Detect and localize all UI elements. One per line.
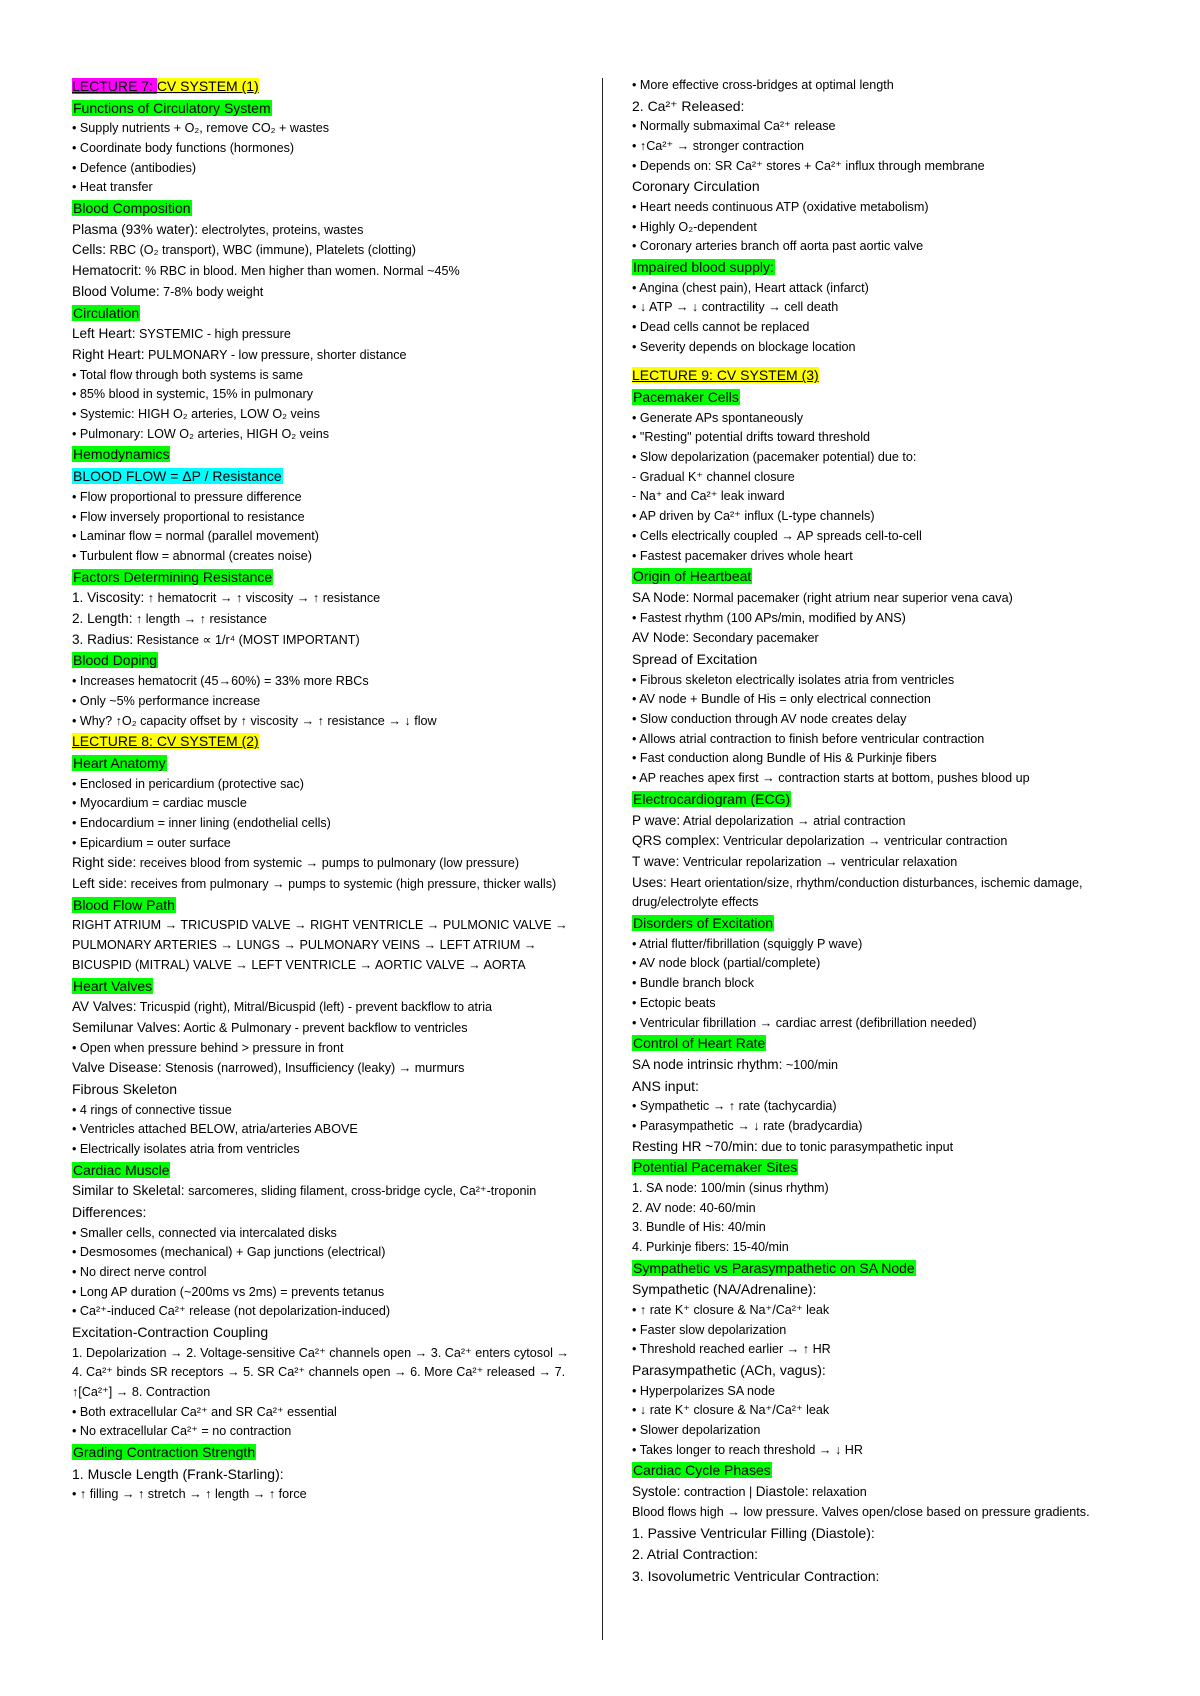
section-heading (72, 567, 580, 589)
list-item: • Severity depends on blockage location (632, 339, 856, 354)
term-definition: contraction | (680, 1485, 756, 1500)
term-line (72, 261, 580, 282)
term-definition: receives from pulmonary → pumps to systemic (high pressure, thicker walls) (127, 877, 557, 892)
list-item: - Na⁺ and Ca²⁺ leak inward (632, 489, 785, 504)
term-label: Semilunar Valves: (72, 1019, 181, 1035)
list-item: • Parasympathetic → ↓ rate (bradycardia) (632, 1118, 863, 1133)
subheading: Sympathetic (NA/Adrenaline): (632, 1281, 817, 1298)
list-item: • Sympathetic → ↑ rate (tachycardia) (632, 1099, 837, 1114)
list-item: • ↑ filling → ↑ stretch → ↑ length → ↑ force (72, 1487, 307, 1502)
section-heading-text: Cardiac Cycle Phases (633, 1462, 771, 1479)
subheading: 2. Ca²⁺ Released: (632, 97, 745, 114)
term-label: Plasma (93% water): (72, 221, 199, 237)
list-item: • More effective cross-bridges at optimal length (632, 78, 894, 92)
section-heading-text: Origin of Heartbeat (633, 568, 752, 585)
list-item: • ↓ rate K⁺ closure & Na⁺/Ca²⁺ leak (632, 1403, 830, 1418)
list-item: • 4 rings of connective tissue (72, 1102, 232, 1117)
term-label: Uses: (632, 874, 667, 890)
lecture-title: CV SYSTEM (1) (156, 78, 259, 94)
formula-heading (72, 466, 580, 488)
lecture-heading (632, 365, 1120, 387)
section-heading-text: Control of Heart Rate (633, 1035, 766, 1052)
subheading: Parasympathetic (ACh, vagus): (632, 1362, 826, 1379)
list-item: • Pulmonary: LOW O₂ arteries, HIGH O₂ veins (72, 426, 330, 441)
section-heading-text: Hemodynamics (73, 446, 170, 463)
term-label: Similar to Skeletal: (72, 1183, 185, 1199)
list-item: • Open when pressure behind > pressure in front (72, 1040, 344, 1055)
term-label: AV Node: (632, 630, 690, 646)
section-heading-text: Factors Determining Resistance (73, 568, 273, 585)
list-item: • Flow inversely proportional to resistance (72, 509, 305, 524)
right-column (632, 76, 1120, 1587)
list-item: • Coronary arteries branch off aorta past aortic valve (632, 239, 924, 254)
list-item: • Why? ↑O₂ capacity offset by ↑ viscosity → ↑ resistance → ↓ flow (72, 713, 437, 728)
section-heading-text: Grading Contraction Strength (73, 1444, 256, 1461)
subheading: 1. Muscle Length (Frank-Starling): (72, 1465, 284, 1482)
section-heading-text: Impaired blood supply: (633, 258, 774, 275)
section-heading (632, 257, 1120, 279)
subheading: 1. Passive Ventricular Filling (Diastole): (632, 1524, 875, 1541)
list-item: • Heat transfer (72, 180, 153, 195)
term-definition: Tricuspid (right), Mitral/Bicuspid (left) - prevent backflow to atria (136, 1000, 493, 1015)
subheading: Fibrous Skeleton (72, 1081, 178, 1098)
term-line (632, 1482, 1120, 1503)
term-line (72, 588, 580, 609)
term-line (632, 873, 1120, 913)
term-definition: % RBC in blood. Men higher than women. Normal ~45% (141, 264, 460, 279)
list-item: • Electrically isolates atria from ventricles (72, 1141, 300, 1156)
list-item: • Slow conduction through AV node creates delay (632, 711, 907, 726)
list-item: • Generate APs spontaneously (632, 410, 804, 425)
list-item: • Hyperpolarizes SA node (632, 1383, 776, 1398)
term-label: P wave: (632, 812, 681, 828)
term-line (72, 997, 580, 1018)
term-line (632, 831, 1120, 852)
term-line (72, 1018, 580, 1039)
term-definition: ↑ hematocrit → ↑ viscosity → ↑ resistance (144, 591, 381, 606)
list-item: • ↑Ca²⁺ → stronger contraction (632, 138, 805, 153)
list-item: • Systemic: HIGH O₂ arteries, LOW O₂ veins (72, 407, 320, 422)
section-heading (632, 789, 1120, 811)
term-definition: Ventricular depolarization → ventricular contraction (719, 834, 1008, 849)
term-line (632, 1137, 1120, 1158)
list-item: • Desmosomes (mechanical) + Gap junctions (electrical) (72, 1245, 386, 1260)
term-definition: Atrial depolarization → atrial contraction (680, 813, 906, 828)
subheading: Differences: (72, 1204, 147, 1221)
list-item: • Fibrous skeleton electrically isolates atria from ventricles (632, 672, 955, 687)
list-item: 2. AV node: 40-60/min (632, 1200, 756, 1215)
term-label: 1. Viscosity: (72, 590, 145, 606)
list-item: • Coordinate body functions (hormones) (72, 140, 295, 155)
list-item: 4. Purkinje fibers: 15-40/min (632, 1240, 789, 1255)
lecture-title: CV SYSTEM (2) (156, 733, 259, 750)
list-item: • Ectopic beats (632, 995, 716, 1010)
subheading: ANS input: (632, 1077, 699, 1094)
term-line (72, 220, 580, 241)
list-item: • Endocardium = inner lining (endothelial cells) (72, 815, 331, 830)
list-item: • AP driven by Ca²⁺ influx (L-type channels) (632, 509, 875, 524)
lecture-number: LECTURE 9: (632, 367, 717, 384)
section-heading (72, 303, 580, 325)
list-item: • "Resting" potential drifts toward threshold (632, 430, 871, 445)
list-item: • No direct nerve control (72, 1264, 207, 1279)
term-definition: sarcomeres, sliding filament, cross-bridge cycle, Ca²⁺-troponin (184, 1184, 537, 1199)
term-definition: Heart orientation/size, rhythm/conduction disturbances, ischemic damage, drug/electrolyte effects (632, 875, 1083, 910)
left-column (72, 76, 580, 1505)
lecture-title: CV SYSTEM (3) (716, 367, 819, 384)
term-line (72, 609, 580, 630)
term-line (632, 628, 1120, 649)
term-line (632, 588, 1120, 609)
list-item: • Slow depolarization (pacemaker potential) due to: (632, 450, 917, 465)
term-line (72, 874, 580, 895)
term-definition: 7-8% body weight (159, 284, 264, 299)
term-definition: Secondary pacemaker (689, 631, 819, 646)
subheading: Excitation-Contraction Coupling (72, 1324, 269, 1341)
section-heading (72, 1160, 580, 1182)
formula-text: BLOOD FLOW = ΔP / Resistance (73, 468, 282, 485)
term-line (72, 240, 580, 261)
term-definition: RBC (O₂ transport), WBC (immune), Platelets (clotting) (106, 243, 417, 258)
term-label: Blood Volume: (72, 283, 160, 299)
lecture-heading (72, 731, 580, 753)
term-line (72, 853, 580, 874)
list-item: • Ventricular fibrillation → cardiac arrest (defibrillation needed) (632, 1015, 977, 1030)
list-item: • Both extracellular Ca²⁺ and SR Ca²⁺ essential (72, 1404, 337, 1419)
term-definition: ~100/min (782, 1057, 839, 1072)
term-line (72, 630, 580, 651)
term-label: 3. Radius: (72, 631, 134, 647)
term-definition: relaxation (808, 1485, 867, 1500)
term-definition: receives blood from systemic → pumps to pulmonary (low pressure) (136, 856, 520, 871)
list-item: • Takes longer to reach threshold → ↓ HR (632, 1442, 863, 1457)
list-item: • Threshold reached earlier → ↑ HR (632, 1342, 831, 1357)
list-item: • Myocardium = cardiac muscle (72, 796, 247, 811)
term-definition: PULMONARY - low pressure, shorter distance (144, 347, 407, 362)
list-item: - Gradual K⁺ channel closure (632, 469, 795, 484)
term-label: T wave: (632, 853, 680, 869)
list-item: • Fast conduction along Bundle of His & Purkinje fibers (632, 751, 937, 766)
section-heading (632, 566, 1120, 588)
term-definition: Stenosis (narrowed), Insufficiency (leaky) → murmurs (161, 1061, 465, 1076)
column-divider (602, 78, 603, 1640)
list-item: • Laminar flow = normal (parallel movement) (72, 529, 319, 544)
term-label: Right side: (72, 855, 137, 871)
section-heading (632, 1258, 1120, 1280)
list-item: • Depends on: SR Ca²⁺ stores + Ca²⁺ influx through membrane (632, 158, 985, 173)
list-item: • AV node block (partial/complete) (632, 956, 821, 971)
list-item: • Faster slow depolarization (632, 1322, 787, 1337)
list-item: • Smaller cells, connected via intercalated disks (72, 1225, 337, 1240)
list-item: • Epicardium = outer surface (72, 835, 231, 850)
term-label: SA node intrinsic rhythm: (632, 1056, 783, 1072)
term-line (72, 282, 580, 303)
term-definition: Aortic & Pulmonary - prevent backflow to ventricles (180, 1020, 468, 1035)
list-item: • Defence (antibodies) (72, 160, 197, 175)
list-item: • Atrial flutter/fibrillation (squiggly P wave) (632, 936, 863, 951)
section-heading (72, 1442, 580, 1464)
list-item: • Allows atrial contraction to finish before ventricular contraction (632, 731, 985, 746)
list-item: • Ca²⁺-induced Ca²⁺ release (not depolarization-induced) (72, 1304, 391, 1319)
section-heading (72, 198, 580, 220)
term-definition: ↑ length → ↑ resistance (132, 612, 267, 627)
section-heading-text: Potential Pacemaker Sites (633, 1159, 798, 1176)
term-definition: Resistance ∝ 1/r⁴ (MOST IMPORTANT) (133, 632, 360, 647)
list-item: • No extracellular Ca²⁺ = no contraction (72, 1424, 292, 1439)
section-heading-text: Circulation (73, 304, 140, 321)
section-heading-text: Electrocardiogram (ECG) (633, 790, 791, 807)
list-item: • Bundle branch block (632, 976, 755, 991)
term-definition: due to tonic parasympathetic input (757, 1139, 954, 1154)
list-item: • Turbulent flow = abnormal (creates noise) (72, 548, 312, 563)
term-definition: electrolytes, proteins, wastes (198, 222, 364, 237)
list-item: • Dead cells cannot be replaced (632, 320, 810, 335)
term-definition: SYSTEMIC - high pressure (135, 327, 291, 342)
list-item: • Angina (chest pain), Heart attack (infarct) (632, 280, 869, 295)
section-heading-text: Disorders of Excitation (633, 915, 774, 932)
list-item: • Supply nutrients + O₂, remove CO₂ + wastes (72, 121, 330, 136)
term-label: AV Valves: (72, 999, 137, 1015)
list-item: 3. Bundle of His: 40/min (632, 1220, 766, 1235)
list-item: • Only ~5% performance increase (72, 693, 261, 708)
list-item: • Fastest pacemaker drives whole heart (632, 548, 853, 563)
list-item: • ↑ rate K⁺ closure & Na⁺/Ca²⁺ leak (632, 1302, 830, 1317)
list-item: • AP reaches apex first → contraction starts at bottom, pushes blood up (632, 771, 1030, 786)
term-label: Resting HR ~70/min: (632, 1138, 758, 1154)
section-heading (632, 1460, 1120, 1482)
lecture-number: LECTURE 7: (72, 78, 157, 94)
section-heading (72, 444, 580, 466)
term-line (72, 345, 580, 366)
list-item: • Ventricles attached BELOW, atria/arteries ABOVE (72, 1122, 358, 1137)
term-line (632, 811, 1120, 832)
section-heading-text: Heart Valves (73, 977, 153, 994)
list-item: • 85% blood in systemic, 15% in pulmonary (72, 387, 314, 402)
term-label: Left Heart: (72, 326, 136, 342)
term-line (632, 1055, 1120, 1076)
section-heading (72, 753, 580, 775)
section-heading (632, 387, 1120, 409)
section-heading-text: Blood Composition (73, 200, 191, 217)
list-item: • Fastest rhythm (100 APs/min, modified by ANS) (632, 610, 906, 625)
list-item: • Total flow through both systems is same (72, 367, 303, 382)
list-item: Blood flows high → low pressure. Valves open/close based on pressure gradients. (632, 1504, 1090, 1519)
term-label: SA Node: (632, 589, 690, 605)
list-item: • Slower depolarization (632, 1422, 761, 1437)
section-heading-text: Functions of Circulatory System (73, 99, 271, 116)
term-definition: Normal pacemaker (right atrium near superior vena cava) (689, 590, 1013, 605)
term-line (72, 324, 580, 345)
term-label: Hematocrit: (72, 263, 142, 279)
list-item: • Heart needs continuous ATP (oxidative metabolism) (632, 199, 929, 214)
list-item: • Enclosed in pericardium (protective sac) (72, 776, 304, 791)
list-item: • Cells electrically coupled → AP spreads cell-to-cell (632, 528, 922, 543)
section-heading-text: Cardiac Muscle (73, 1161, 170, 1178)
section-heading (72, 650, 580, 672)
term-line (632, 852, 1120, 873)
lecture-number: LECTURE 8: (72, 733, 157, 750)
section-heading (632, 913, 1120, 935)
term-label: Right Heart: (72, 346, 145, 362)
subheading: Coronary Circulation (632, 178, 760, 195)
term-definition: Ventricular repolarization → ventricular relaxation (679, 854, 958, 869)
term-label: 2. Length: (72, 611, 133, 627)
section-heading-text: Blood Flow Path (73, 896, 175, 913)
spacer (632, 357, 1120, 365)
section-heading (632, 1157, 1120, 1179)
list-item: • Long AP duration (~200ms vs 2ms) = prevents tetanus (72, 1284, 385, 1299)
section-heading-text: Heart Anatomy (73, 754, 166, 771)
subheading: Spread of Excitation (632, 651, 758, 668)
section-heading (72, 976, 580, 998)
list-item: • Flow proportional to pressure difference (72, 489, 302, 504)
list-item: • Increases hematocrit (45→60%) = 33% more RBCs (72, 674, 369, 689)
section-heading-text: Sympathetic vs Parasympathetic on SA Node (633, 1259, 915, 1276)
section-heading-text: Blood Doping (73, 652, 158, 669)
section-heading (72, 98, 580, 120)
lecture-heading (72, 76, 580, 98)
section-heading (632, 1033, 1120, 1055)
term-label: Cells: (72, 242, 106, 258)
list-item: • Normally submaximal Ca²⁺ release (632, 119, 836, 134)
term-label: Valve Disease: (72, 1060, 162, 1076)
term-line (72, 1058, 580, 1079)
term-line (72, 1181, 580, 1202)
subheading: 3. Isovolumetric Ventricular Contraction: (632, 1567, 880, 1584)
subheading: 2. Atrial Contraction: (632, 1546, 759, 1562)
term-label: Systole: (632, 1484, 681, 1500)
list-item: • Highly O₂-dependent (632, 219, 757, 234)
section-heading (72, 895, 580, 917)
term-label: QRS complex: (632, 833, 720, 849)
term-label: Left side: (72, 876, 128, 892)
list-item: 1. SA node: 100/min (sinus rhythm) (632, 1180, 829, 1195)
list-item: • AV node + Bundle of His = only electrical connection (632, 692, 931, 707)
list-item: 1. Depolarization → 2. Voltage-sensitive Ca²⁺ channels open → 3. Ca²⁺ enters cytosol → 4. Ca²⁺ binds SR receptors → 5. SR Ca²⁺ channels open → 6. More Ca²⁺ released → 7. ↑[Ca²⁺] → 8. Contraction (72, 1345, 569, 1399)
section-heading-text: Pacemaker Cells (633, 388, 739, 405)
list-item: • ↓ ATP → ↓ contractility → cell death (632, 300, 839, 315)
list-item: RIGHT ATRIUM → TRICUSPID VALVE → RIGHT VENTRICLE → PULMONIC VALVE → PULMONARY ARTERIES → LUNGS → PULMONARY VEINS → LEFT ATRIUM → BICUSPID (MITRAL) VALVE → LEFT VENTRICLE → AORTIC VALVE → AORTA (72, 918, 568, 972)
term-label: Diastole: (755, 1484, 809, 1500)
